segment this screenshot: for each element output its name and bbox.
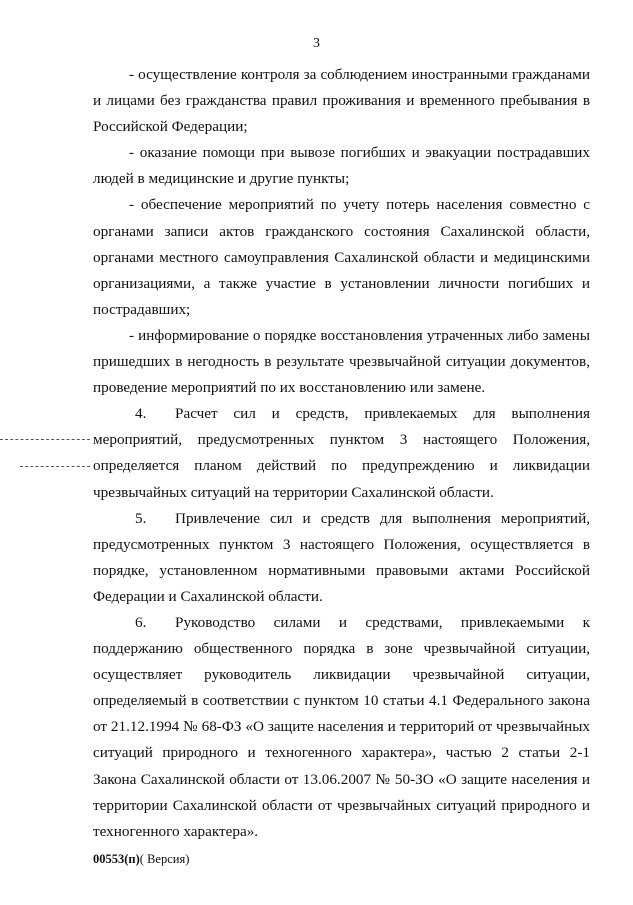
clause-text: Привлечение сил и средств для выполнения мероприятий, предусмотренных пунктом 3 настоящего Положения, осуществляется в порядке, установленном нормативными правовыми актами Российской Федерации и Сахалинской области. — [93, 509, 590, 605]
footer-document-code — [93, 852, 189, 867]
document-version: ( Версия) — [139, 852, 190, 866]
clause-number: 4. — [135, 405, 147, 423]
document-body — [93, 62, 590, 845]
numbered-clause-6 — [93, 610, 590, 845]
numbered-clause-5 — [93, 506, 590, 610]
clause-text: Расчет сил и средств, привлекаемых для выполнения мероприятий, предусмотренных пунктом 3 настоящего Положения, определяется планом действий по предупреждению и ликвидации чрезвычайных ситуаций на территории Сахалинской области. — [93, 405, 590, 501]
list-paragraph: - осуществление контроля за соблюдением иностранными гражданами и лицами без гражданства правил проживания и временного пребывания в Российской Федерации; — [93, 66, 590, 136]
scan-artifact-line — [20, 466, 90, 467]
page-number: 3 — [313, 36, 320, 51]
list-paragraph: - информирование о порядке восстановления утраченных либо замены пришедших в негодность в результате чрезвычайной ситуации документов, проведение мероприятий по их восстановлению или замене. — [93, 326, 590, 397]
document-code: 00553(п) — [93, 852, 140, 866]
clause-number: 5. — [135, 509, 147, 527]
list-paragraph: - обеспечение мероприятий по учету потерь населения совместно с органами записи актов гражданского состояния Сахалинской области, органами местного самоуправления Сахалинской области и медицинскими организациями, а также участие в установлении личности погибших и пострадавших; — [93, 196, 590, 318]
list-paragraph: - оказание помощи при вывозе погибших и эвакуации пострадавших людей в медицинские и другие пункты; — [93, 144, 590, 188]
numbered-clause-4 — [93, 401, 590, 505]
clause-text: Руководство силами и средствами, привлекаемыми к поддержанию общественного порядка в зоне чрезвычайной ситуации, осуществляет руководитель ликвидации чрезвычайной ситуации, определяемый в соответствии с пунктом 10 статьи 4.1 Федерального закона от 21.12.1994 № 68-ФЗ «О защите населения и территорий от чрезвычайных ситуаций природного и техногенного характера», частью 2 статьи 2-1 Закона Сахалинской области от 13.06.2007 № 50-ЗО «О защите населения и территории Сахалинской области от чрезвычайных ситуаций природного и техногенного характера». — [93, 613, 590, 840]
clause-number: 6. — [135, 613, 147, 631]
scan-artifact-line — [0, 439, 90, 440]
